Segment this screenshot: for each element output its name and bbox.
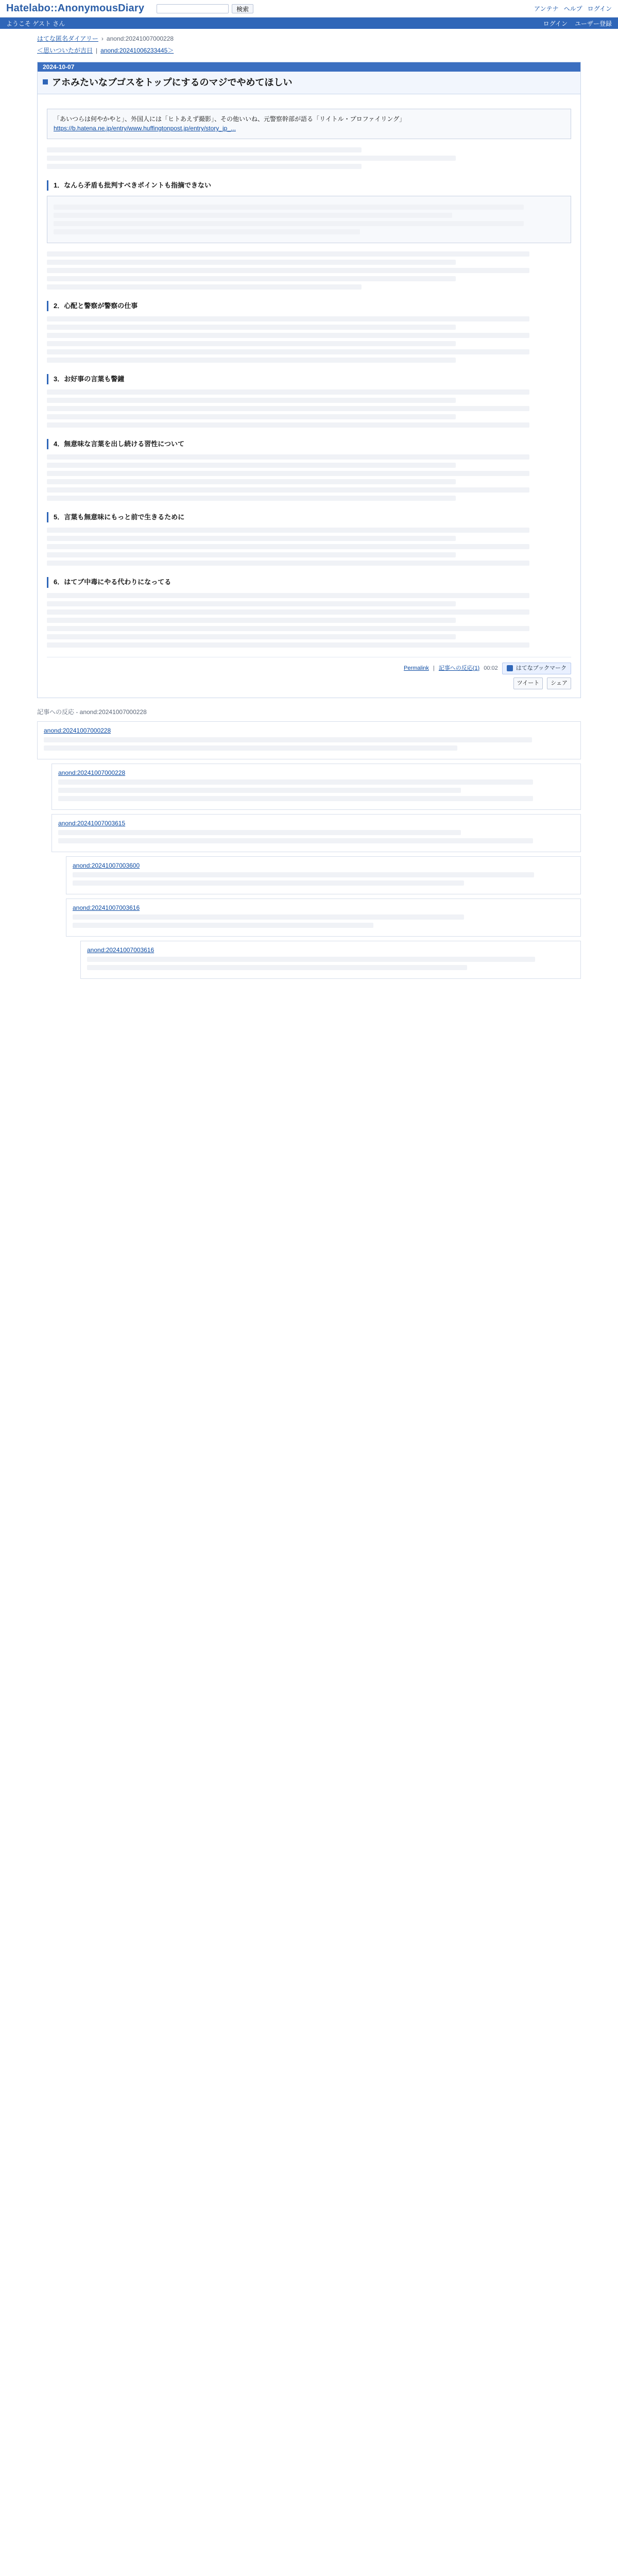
text-line [54, 229, 360, 234]
comment-meta [87, 946, 574, 954]
comment-text [58, 838, 533, 843]
text-line [47, 358, 456, 363]
tweet-button[interactable]: ツイート [513, 677, 543, 689]
text-line [47, 333, 529, 338]
comment-text [73, 880, 464, 886]
text-line [47, 536, 456, 541]
comment-item [52, 764, 581, 810]
section-body [47, 251, 571, 290]
text-line [54, 213, 452, 218]
title-marker-icon [43, 79, 48, 84]
section-heading: 5．言葉も無意味にもっと前で生きるために [47, 512, 571, 522]
text-line [47, 634, 456, 639]
comment-item [66, 899, 581, 937]
site-logo[interactable]: Hatelabo::AnonymousDiary [6, 3, 145, 14]
text-line [47, 325, 456, 330]
comments-header [37, 707, 581, 716]
section-heading: 1．なんら矛盾も批判すべきポイントも指摘できない [47, 180, 571, 191]
section-heading: 6．はてブ中毒にやる代わりになってる [47, 577, 571, 587]
text-line [47, 422, 529, 428]
post-title-row [38, 72, 580, 94]
comment-text [44, 745, 457, 751]
text-line [47, 642, 529, 648]
comment-text [73, 923, 373, 928]
comment-meta [58, 769, 574, 776]
text-line [47, 147, 362, 152]
top-navigation [0, 0, 618, 18]
login-link[interactable]: ログイン [543, 20, 568, 27]
share-button-secondary[interactable]: シェア [547, 677, 571, 689]
text-line [47, 471, 529, 476]
comment-text [58, 788, 461, 793]
text-line [47, 276, 456, 281]
text-line [47, 496, 456, 501]
top-link-login[interactable]: ログイン [587, 5, 612, 12]
comment-text [44, 737, 532, 742]
section-body [47, 454, 571, 501]
post-date-bar [38, 62, 580, 72]
section-body [47, 316, 571, 363]
text-line [47, 528, 529, 533]
comment-count-link[interactable]: 記事への反応(1) [438, 665, 480, 671]
breadcrumb-separator: › [101, 35, 104, 42]
text-line [47, 552, 456, 557]
neighbors-separator: | [96, 46, 98, 54]
section-heading: 4．無意味な言葉を出し続ける習性について [47, 439, 571, 449]
body-block-1 [47, 147, 571, 169]
text-line [47, 414, 456, 419]
comment-meta [44, 727, 574, 734]
text-line [47, 593, 529, 598]
breadcrumb-home[interactable]: はてな匿名ダイアリー [37, 35, 98, 42]
comment-item [66, 856, 581, 894]
comment-text [58, 830, 461, 835]
text-line [47, 479, 456, 484]
text-line [47, 487, 529, 493]
comment-id[interactable]: anond:20241007003600 [73, 861, 140, 869]
post-title: アホみたいなブゴスをトップにするのマジでやめてほしい [52, 77, 293, 88]
signup-link[interactable]: ユーザー登録 [574, 20, 612, 27]
post-time: 00:02 [484, 665, 498, 671]
text-line [47, 454, 529, 460]
text-line [47, 316, 529, 321]
search-input[interactable] [157, 4, 229, 13]
text-line [47, 268, 529, 273]
status-bar [0, 18, 618, 29]
text-line [54, 221, 524, 226]
comment-meta [73, 904, 574, 911]
post-date: 2024-10-07 [43, 63, 75, 71]
search-bar [157, 4, 253, 13]
comment-item [52, 814, 581, 852]
comment-id[interactable]: anond:20241007003616 [73, 904, 140, 911]
post-container [37, 62, 581, 698]
next-post-link[interactable]: anond:20241006233445＞ [100, 47, 174, 54]
prev-post-link[interactable]: ＜思いついたが吉日 [37, 47, 93, 54]
text-line [47, 164, 362, 169]
section-body [47, 528, 571, 566]
section-body [47, 389, 571, 428]
text-line [47, 463, 456, 468]
top-link-antenna[interactable]: アンテナ [534, 5, 559, 12]
text-line [47, 156, 456, 161]
share-button[interactable] [502, 663, 571, 674]
comment-item [80, 941, 581, 979]
footer-separator: | [433, 665, 435, 671]
breadcrumb-current: anond:20241007000228 [106, 35, 174, 42]
quote-box [47, 109, 571, 139]
quote-link[interactable]: https://b.hatena.ne.jp/entry/www.huffingtonpost.jp/entry/story_jp_... [54, 125, 236, 132]
comment-text [73, 914, 464, 920]
comment-item [37, 721, 581, 759]
post-neighbors [0, 46, 618, 58]
comment-id[interactable]: anond:20241007000228 [58, 769, 126, 776]
breadcrumb [0, 29, 618, 46]
section-heading: 3．お好事の言葉も警鐘 [47, 374, 571, 384]
comment-text [58, 796, 533, 801]
text-line [47, 260, 456, 265]
top-right-links [534, 4, 612, 13]
comment-text [87, 957, 535, 962]
text-line [47, 626, 529, 631]
text-line [47, 389, 529, 395]
post-content [38, 94, 580, 698]
text-line [47, 284, 362, 290]
text-line [47, 561, 529, 566]
welcome-text[interactable]: ようこそ ゲスト さん [6, 20, 65, 27]
top-link-help[interactable]: ヘルプ [563, 5, 582, 12]
comment-id[interactable]: anond:20241007003616 [87, 946, 154, 954]
comment-text [58, 779, 533, 785]
comments-title: 記事への反応 - anond:20241007000228 [37, 708, 147, 716]
share-label: はてなブックマーク [516, 665, 566, 671]
comment-id[interactable]: anond:20241007000228 [44, 726, 111, 734]
share-buttons [47, 677, 571, 689]
comment-id[interactable]: anond:20241007003615 [58, 819, 126, 827]
text-line [47, 251, 529, 257]
comment-meta [58, 820, 574, 827]
comments-section [37, 707, 581, 979]
comment-text [87, 965, 467, 970]
section-body [47, 593, 571, 648]
text-line [47, 618, 456, 623]
text-line [47, 544, 529, 549]
section-heading: 2．心配と警察が警察の仕事 [47, 301, 571, 311]
section-quote [47, 196, 571, 243]
text-line [54, 205, 524, 210]
permalink-link[interactable]: Permalink [404, 665, 429, 671]
text-line [47, 349, 529, 354]
text-line [47, 406, 529, 411]
quote-line-1: 「あいつらは何やかやと」、外国人には「ヒトあえず撮影」、その他いいね、元警察幹部が語る「リイトル・プロファイリング」 [54, 115, 406, 123]
text-line [47, 609, 529, 615]
text-line [47, 398, 456, 403]
search-button[interactable]: 検索 [232, 4, 253, 13]
post-footer [47, 657, 571, 674]
bookmark-icon [507, 665, 513, 671]
comment-meta [73, 862, 574, 869]
account-links [543, 19, 612, 28]
comment-text [73, 872, 534, 877]
text-line [47, 341, 456, 346]
text-line [47, 601, 456, 606]
